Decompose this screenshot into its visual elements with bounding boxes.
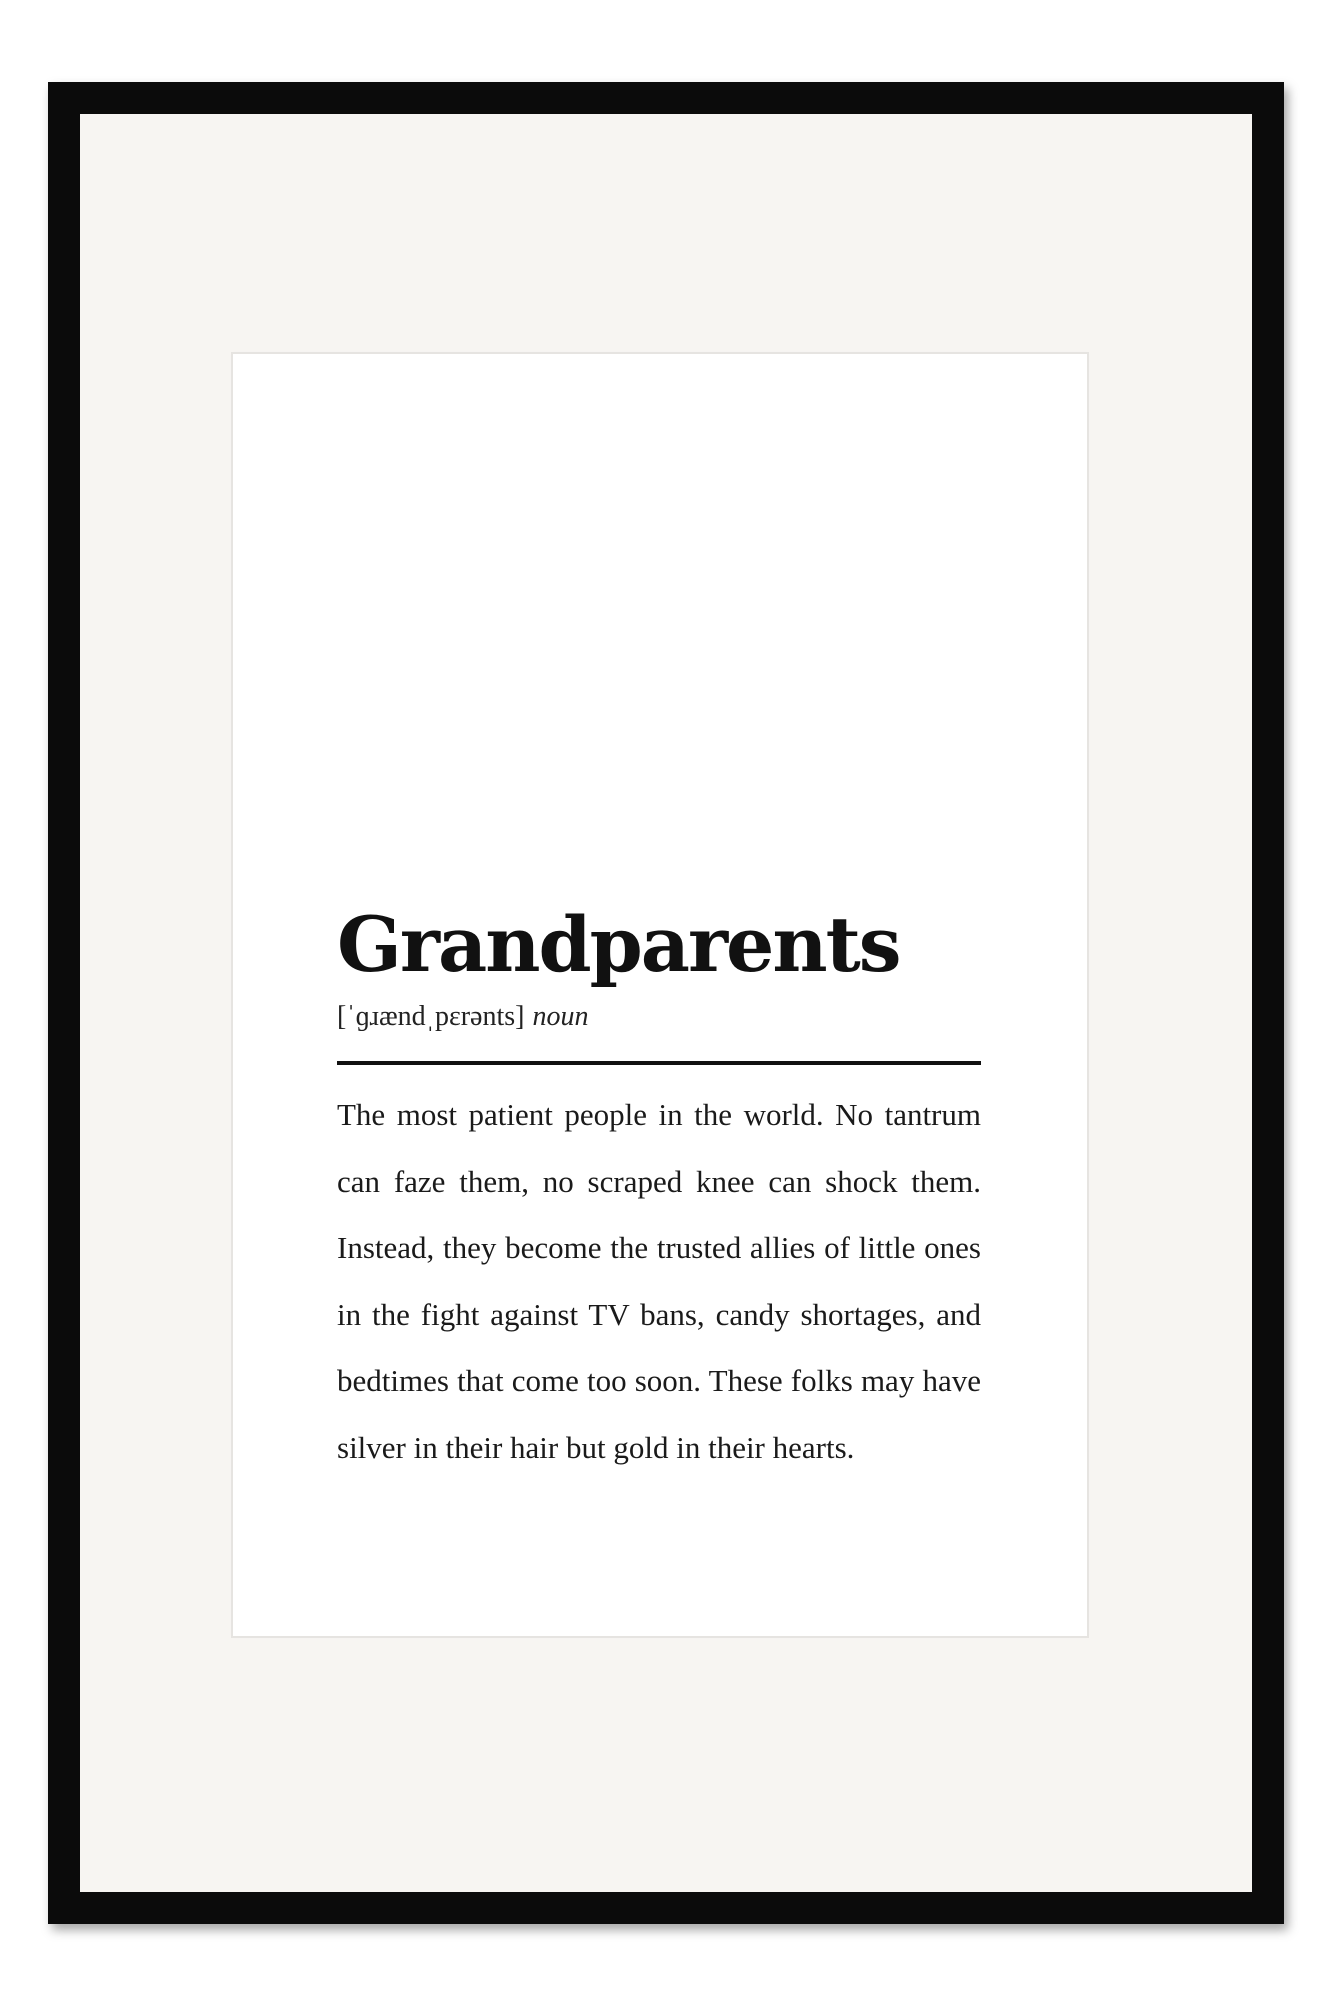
part-of-speech: noun <box>532 1001 589 1032</box>
divider-rule <box>337 1061 981 1065</box>
picture-frame <box>48 82 1284 1924</box>
entry-word: Grandparents <box>337 900 900 989</box>
pronunciation: [ˈɡɹændˌpɛrənts] <box>337 1001 525 1032</box>
poster-print <box>233 354 1087 1636</box>
pronunciation-line <box>337 1003 981 1031</box>
dictionary-entry <box>337 900 981 1481</box>
definition-text: The most patient people in the world. No tantrum can faze them, no scraped knee can shock them. Instead, they become the trusted allies of little ones in the fight against TV bans, candy shortages, and bedtimes that come too soon. These folks may have silver in their hair but gold in their hearts. <box>337 1097 981 1465</box>
passe-partout-mat <box>80 114 1252 1892</box>
